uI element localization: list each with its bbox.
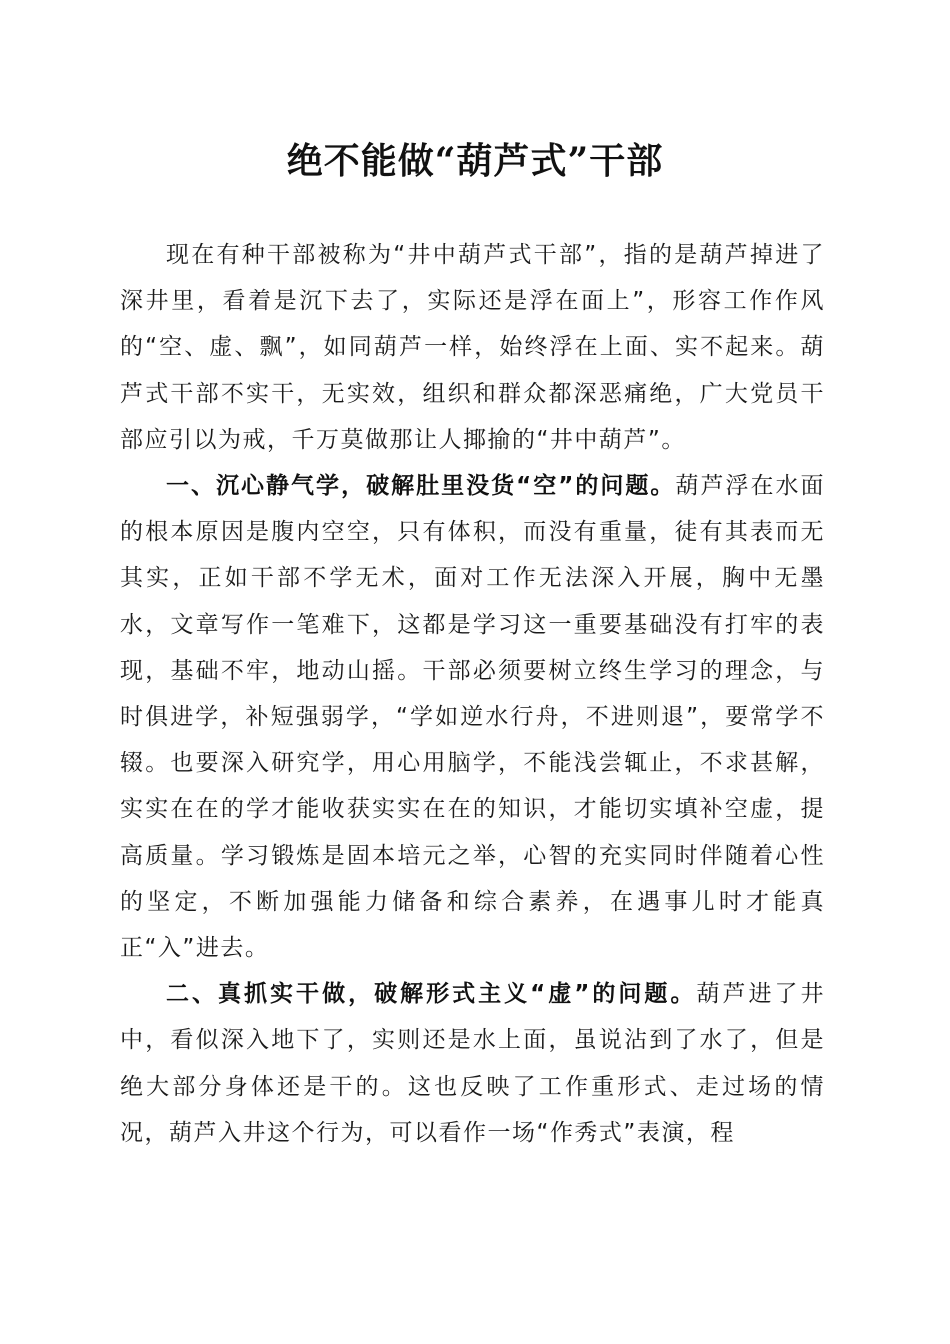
document-title: 绝不能做“葫芦式”干部: [286, 140, 664, 182]
document-body: [120, 232, 825, 1156]
paragraph-intro: [120, 232, 825, 463]
paragraph-section-2: [120, 971, 825, 1156]
section-2-heading: 二、真抓实干做，破解形式主义“虚”的问题。: [166, 981, 697, 1008]
paragraph-section-1: [120, 463, 825, 971]
section-1-text: 葫芦浮在水面的根本原因是腹内空空，只有体积，而没有重量，徒有其表而无其实，正如干部不学无术，面对工作无法深入开展，胸中无墨水，文章写作一笔难下，这都是学习这一重要基础没有打牢的表现，基础不牢，地动山摇。干部必须要树立终生学习的理念，与时俱进学，补短强弱学，“学如逆水行舟，不进则退”，要常学不辍。也要深入研究学，用心用脑学，不能浅尝辄止，不求甚解，实实在在的学才能收获实实在在的知识，才能切实填补空虚，提高质量。学习锻炼是固本培元之举，心智的充实同时伴随着心性的坚定，不断加强能力储备和综合素养，在遇事儿时才能真正“入”进去。: [120, 473, 826, 962]
section-1-heading: 一、沉心静气学，破解肚里没货“空”的问题。: [166, 473, 676, 500]
paragraph-intro-text: 现在有种干部被称为“井中葫芦式干部”，指的是葫芦掉进了深井里，看着是沉下去了，实际还是浮在面上”，形容工作作风的“空、虚、飘”，如同葫芦一样，始终浮在上面、实不起来。葫芦式干部不实干，无实效，组织和群众都深恶痛绝，广大党员干部应引以为戒，千万莫做那让人揶揄的“井中葫芦”。: [120, 242, 825, 453]
section-2-text: 葫芦进了井中，看似深入地下了，实则还是水上面，虽说沾到了水了，但是绝大部分身体还是干的。这也反映了工作重形式、走过场的情况，葫芦入井这个行为，可以看作一场“作秀式”表演，程: [120, 981, 826, 1146]
